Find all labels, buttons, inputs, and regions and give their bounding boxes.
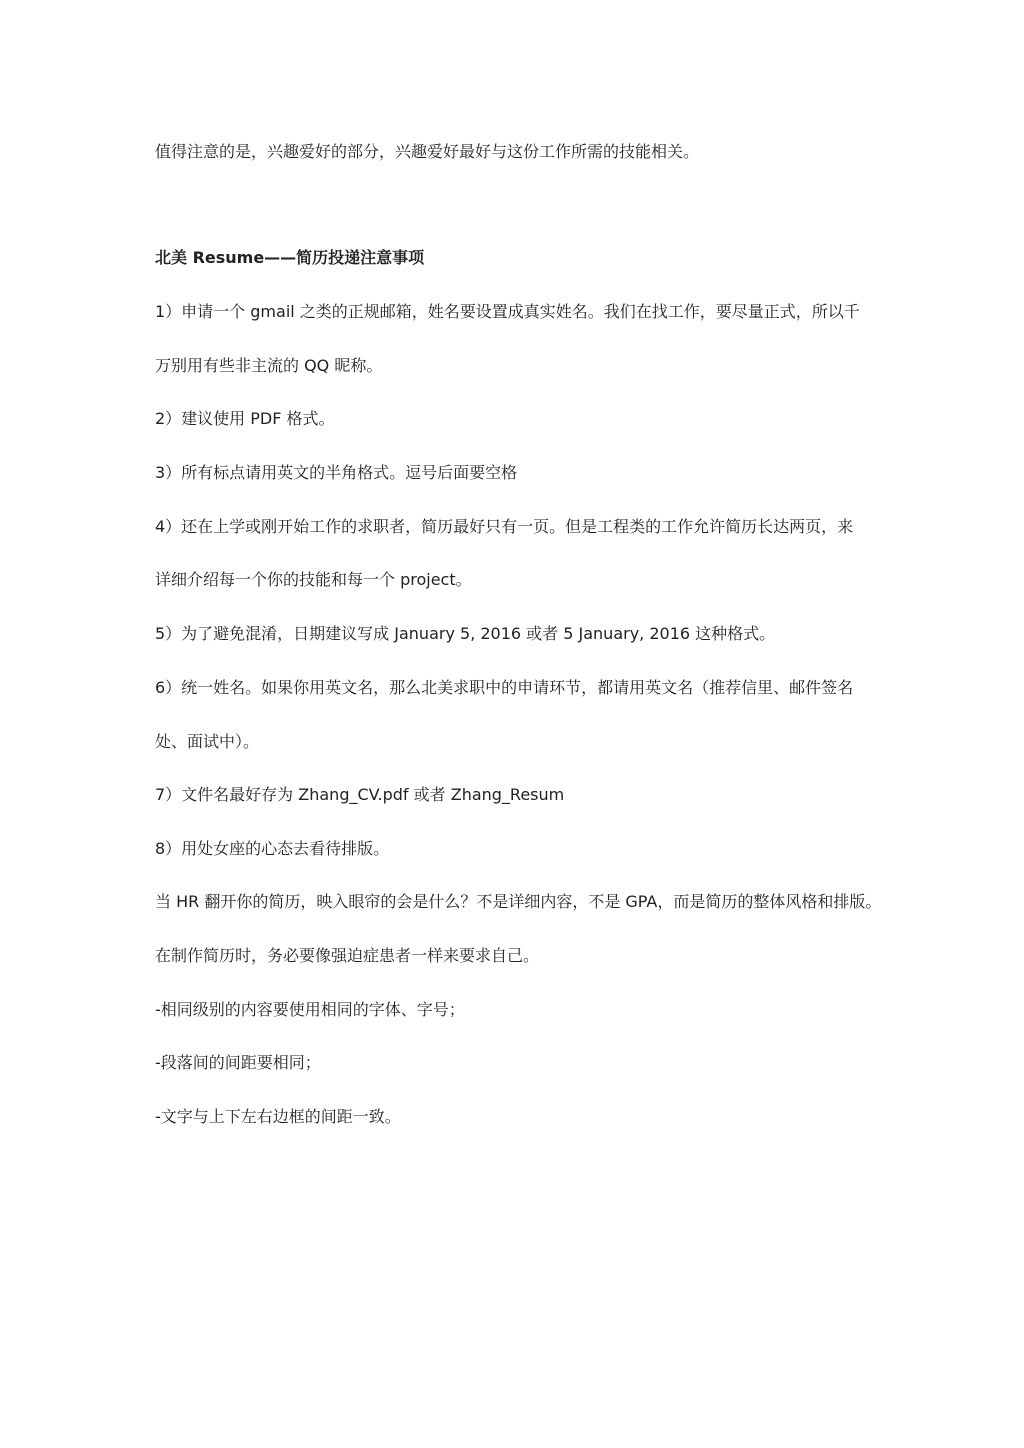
- list-item: 4）还在上学或刚开始工作的求职者，简历最好只有一页。但是工程类的工作允许简历长达两页，来: [155, 517, 854, 536]
- list-item: 处、面试中）。: [155, 732, 260, 751]
- list-item: 8）用处女座的心态去看待排版。: [155, 839, 390, 858]
- list-item: 6）统一姓名。如果你用英文名，那么北美求职中的申请环节，都请用英文名（推荐信里、邮件签名: [155, 678, 854, 697]
- bullet-item: -文字与上下左右边框的间距一致。: [155, 1107, 401, 1126]
- list-item: 3）所有标点请用英文的半角格式。逗号后面要空格: [155, 463, 518, 482]
- list-item: 7）文件名最好存为 Zhang_CV.pdf 或者 Zhang_Resum: [155, 785, 565, 804]
- list-item: 1）申请一个 gmail 之类的正规邮箱，姓名要设置成真实姓名。我们在找工作，要尽量正式，所以千: [155, 302, 860, 321]
- body-paragraph: 当 HR 翻开你的简历，映入眼帘的会是什么？不是详细内容，不是 GPA，而是简历的整体风格和排版。: [155, 892, 882, 911]
- list-item: 万别用有些非主流的 QQ 昵称。: [155, 356, 383, 375]
- list-item: 2）建议使用 PDF 格式。: [155, 409, 335, 428]
- bullet-item: -相同级别的内容要使用相同的字体、字号；: [155, 1000, 465, 1019]
- bullet-item: -段落间的间距要相同；: [155, 1053, 321, 1072]
- list-item: 5）为了避免混淆，日期建议写成 January 5, 2016 或者 5 January, 2016 这种格式。: [155, 624, 776, 643]
- body-paragraph: 在制作简历时，务必要像强迫症患者一样来要求自己。: [155, 946, 540, 965]
- list-item: 详细介绍每一个你的技能和每一个 project。: [155, 570, 472, 589]
- intro-paragraph: 值得注意的是，兴趣爱好的部分，兴趣爱好最好与这份工作所需的技能相关。: [155, 142, 700, 161]
- section-heading: 北美 Resume——简历投递注意事项: [155, 248, 425, 267]
